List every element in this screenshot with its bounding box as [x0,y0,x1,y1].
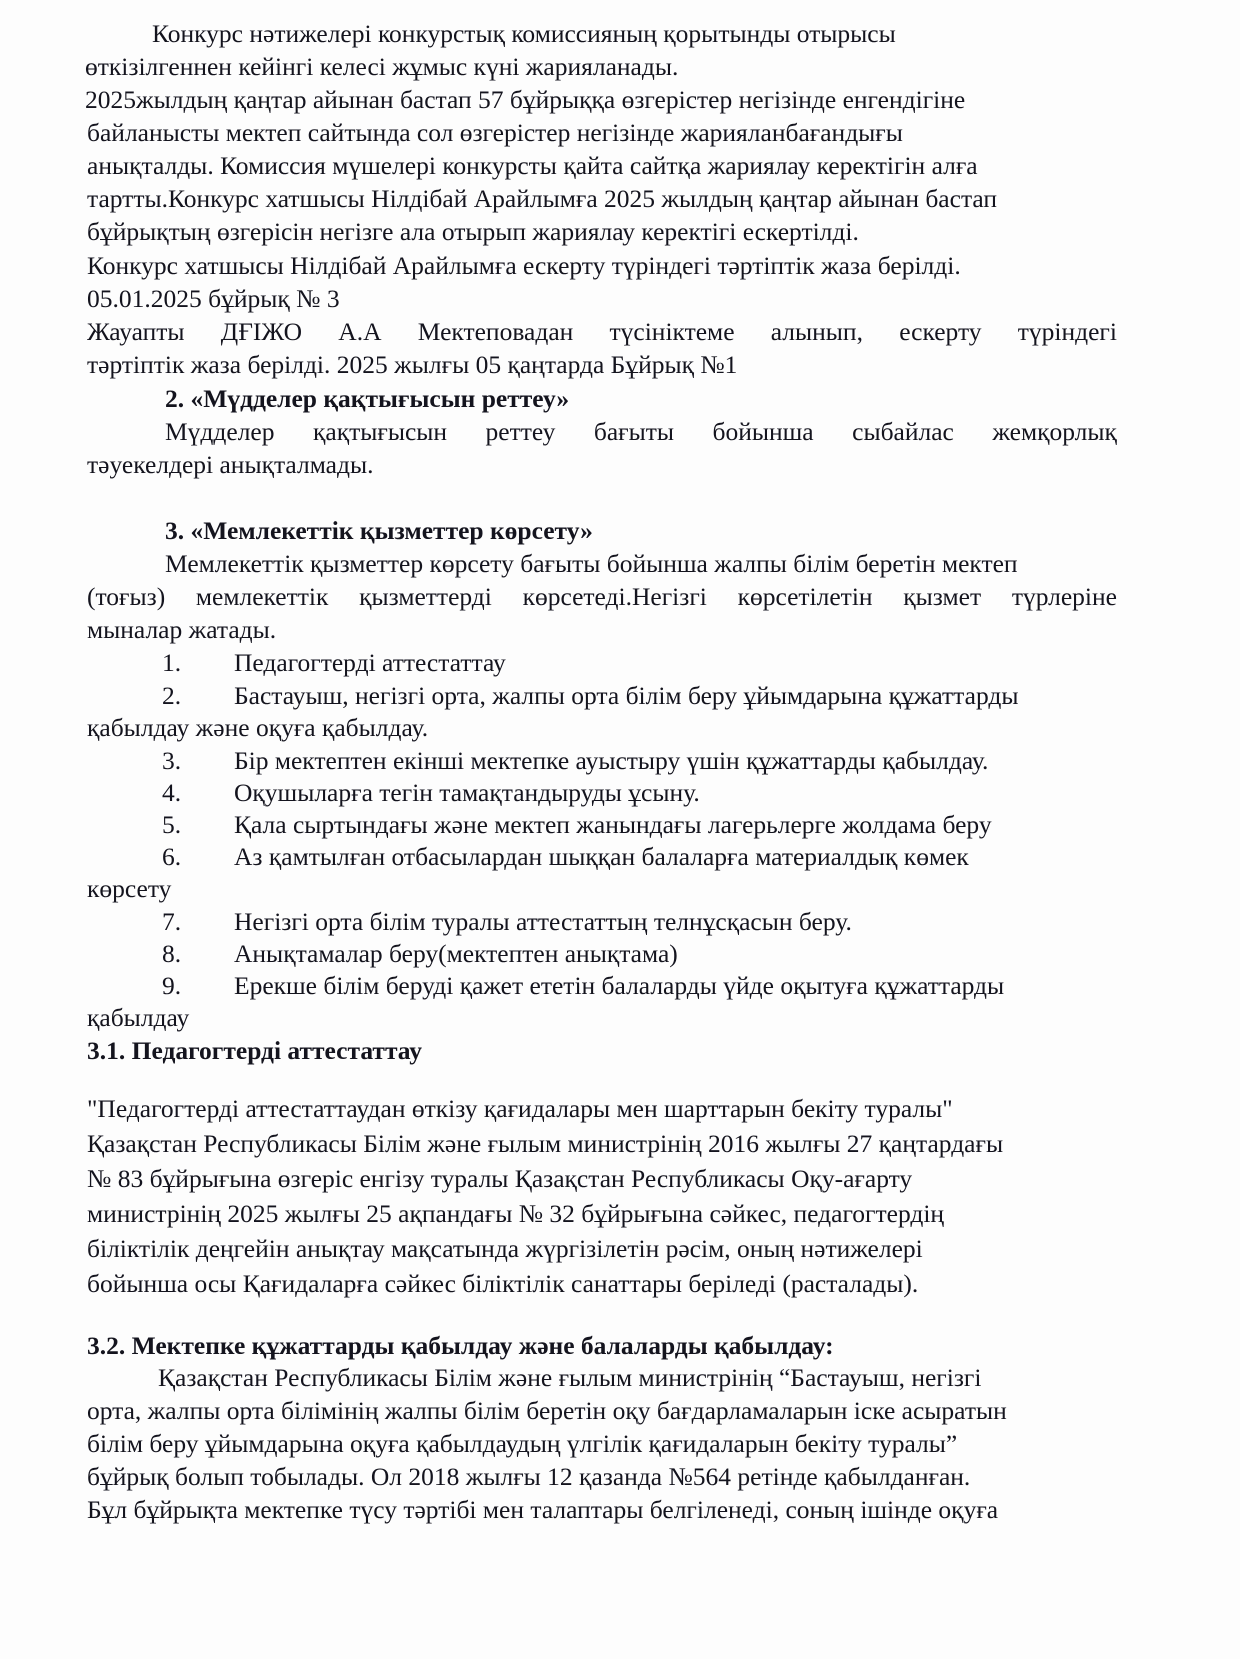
section-3-2-heading: 3.2. Мектепке құжаттарды қабылдау және балаларды қабылдау: [87,1331,834,1360]
word: ескерту [899,317,982,346]
intro-line-5: анықталды. Комиссия мүшелері конкурсты қайта сайтқа жариялау керектігін алға [87,151,978,180]
section-3-2-line-4: бұйрық болып тобылады. Ол 2018 жылғы 12 қазанда №564 ретінде қабылданған. [87,1462,971,1491]
intro-line-4: байланысты мектеп сайтында сол өзгерістер негізінде жарияланбағандығы [87,118,903,147]
list-text: Бастауыш, негізгі орта, жалпы орта білім беру ұйымдарына құжаттарды [234,681,1019,710]
word: сыбайлас [852,417,954,446]
list-number: 9. [162,971,182,1000]
list-number: 4. [162,778,182,807]
list-number: 6. [162,842,182,871]
word: бойынша [712,417,814,446]
section-2-heading: 2. «Мүдделер қақтығысын реттеу» [165,384,570,413]
list-text: Ерекше білім беруді қажет ететін балаларды үйде оқытуға құжаттарды [234,971,1005,1000]
service-item-8 [162,938,678,971]
intro-line-2: өткізілгеннен кейінгі келесі жұмыс күні жарияланады. [85,52,679,81]
word: Жауапты [87,317,185,346]
word: көрсетілетін [737,582,873,611]
intro-line-6: тартты.Конкурс хатшысы Нілдібай Арайлымға 2025 жылдың қаңтар айынан бастап [87,184,998,213]
section-2-line-2: тәуекелдері анықталмады. [87,450,374,479]
list-number: 5. [162,810,182,839]
word: түрлеріне [1011,582,1117,611]
service-item-1 [162,647,506,680]
section-3-2-line-5: Бұл бұйрықта мектепке түсу тәртібі мен талаптары белгіленеді, соның ішінде оқуға [87,1495,999,1524]
list-text: Бір мектептен екінші мектепке ауыстыру үшін құжаттарды қабылдау. [234,746,989,775]
service-item-3 [162,745,988,778]
list-number: 8. [162,939,182,968]
section-3-1-line-4: министрінің 2025 жылғы 25 ақпандағы № 32 бұйрығына сәйкес, педагогтердің [87,1199,945,1228]
section-3-para-line-2 [87,581,1117,614]
section-2-line-1 [165,416,1117,449]
list-number: 7. [162,907,182,936]
word: қақтығысын [312,417,448,446]
service-item-4 [162,777,700,810]
section-3-1-line-1: "Педагогтерді аттестаттаудан өткізу қағидалары мен шарттарын бекіту туралы" [87,1094,953,1123]
word: бағыты [593,417,675,446]
intro-line-3: 2025жылдың қаңтар айынан бастап 57 бұйрыққа өзгерістер негізінде енгендігіне [85,85,966,114]
word: алынып, [770,317,863,346]
order-reference: 05.01.2025 бұйрық № 3 [87,284,340,313]
section-3-1-line-3: № 83 бұйрығына өзгеріс енгізу туралы Қазақстан Республикасы Оқу-ағарту [87,1164,913,1193]
list-text: Анықтамалар беру(мектептен анықтама) [234,939,678,968]
service-item-2 [162,680,1018,713]
service-item-9 [162,970,1004,1003]
list-text: Негізгі орта білім туралы аттестаттың телнұсқасын беру. [234,907,852,936]
word: қызмет [903,582,982,611]
service-item-5 [162,809,992,842]
word: түсініктеме [609,317,735,346]
word: реттеу [485,417,556,446]
section-3-1-heading: 3.1. Педагогтерді аттестаттау [87,1036,422,1065]
list-text: Аз қамтылған отбасылардан шыққан балаларға материалдық көмек [234,842,969,871]
section-3-2-line-1: Қазақстан Республикасы Білім және ғылым министрінің “Бастауыш, негізгі [158,1363,982,1392]
service-item-7 [162,906,852,939]
section-3-1-line-6: бойынша осы Қағидаларға сәйкес біліктілік санаттары беріледі (расталады). [87,1269,919,1298]
service-item-2-continuation: қабылдау және оқуға қабылдау. [87,713,429,742]
list-number: 1. [162,648,182,677]
list-text: Оқушыларға тегін тамақтандыруды ұсыну. [234,778,700,807]
list-number: 3. [162,746,182,775]
service-item-9-continuation: қабылдау [87,1003,190,1032]
word: А.А [338,317,382,346]
intro-line-8: Конкурс хатшысы Нілдібай Арайлымға ескерту түріндегі тәртіптік жаза берілді. [87,251,961,280]
list-text: Педагогтерді аттестаттау [234,648,506,677]
section-3-para-line-3: мыналар жатады. [87,615,277,644]
intro-line-1: Конкурс нәтижелері конкурстық комиссияның қорытынды отырысы [152,19,896,48]
word: Мектеповадан [417,317,574,346]
list-number: 2. [162,681,182,710]
section-3-para-line-1: Мемлекеттік қызметтер көрсету бағыты бойынша жалпы білім беретін мектеп [165,549,1018,578]
word: ДҒІЖО [220,317,303,346]
section-3-2-line-2: орта, жалпы орта білімінің жалпы білім беретін оқу бағдарламаларын іске асыратын [87,1396,1007,1425]
section-3-heading: 3. «Мемлекеттік қызметтер көрсету» [165,516,593,545]
list-text: Қала сыртындағы және мектеп жанындағы лагерьлерге жолдама беру [234,810,992,839]
section-3-1-line-5: біліктілік деңгейін анықтау мақсатында жүргізілетін рәсім, оның нәтижелері [87,1234,923,1263]
word: қызметтерді [359,582,492,611]
word: (тоғыз) [87,582,166,611]
word: түріндегі [1017,317,1117,346]
responsible-line-1 [87,316,1117,349]
intro-line-7: бұйрықтың өзгерісін негізге ала отырып жариялау керектігі ескертілді. [87,217,859,246]
service-item-6-continuation: көрсету [87,874,172,903]
word: мемлекеттік [195,582,329,611]
word: Мүдделер [165,417,275,446]
word: көрсетеді.Негізгі [522,582,707,611]
section-3-2-line-3: білім беру ұйымдарына оқуға қабылдаудың үлгілік қағидаларын бекіту туралы” [87,1429,958,1458]
section-3-1-line-2: Қазақстан Республикасы Білім және ғылым министрінің 2016 жылғы 27 қаңтардағы [87,1129,1004,1158]
word: жемқорлық [992,417,1117,446]
service-item-6 [162,841,969,874]
responsible-line-2: тәртіптік жаза берілді. 2025 жылғы 05 қаңтарда Бұйрық №1 [87,350,738,379]
